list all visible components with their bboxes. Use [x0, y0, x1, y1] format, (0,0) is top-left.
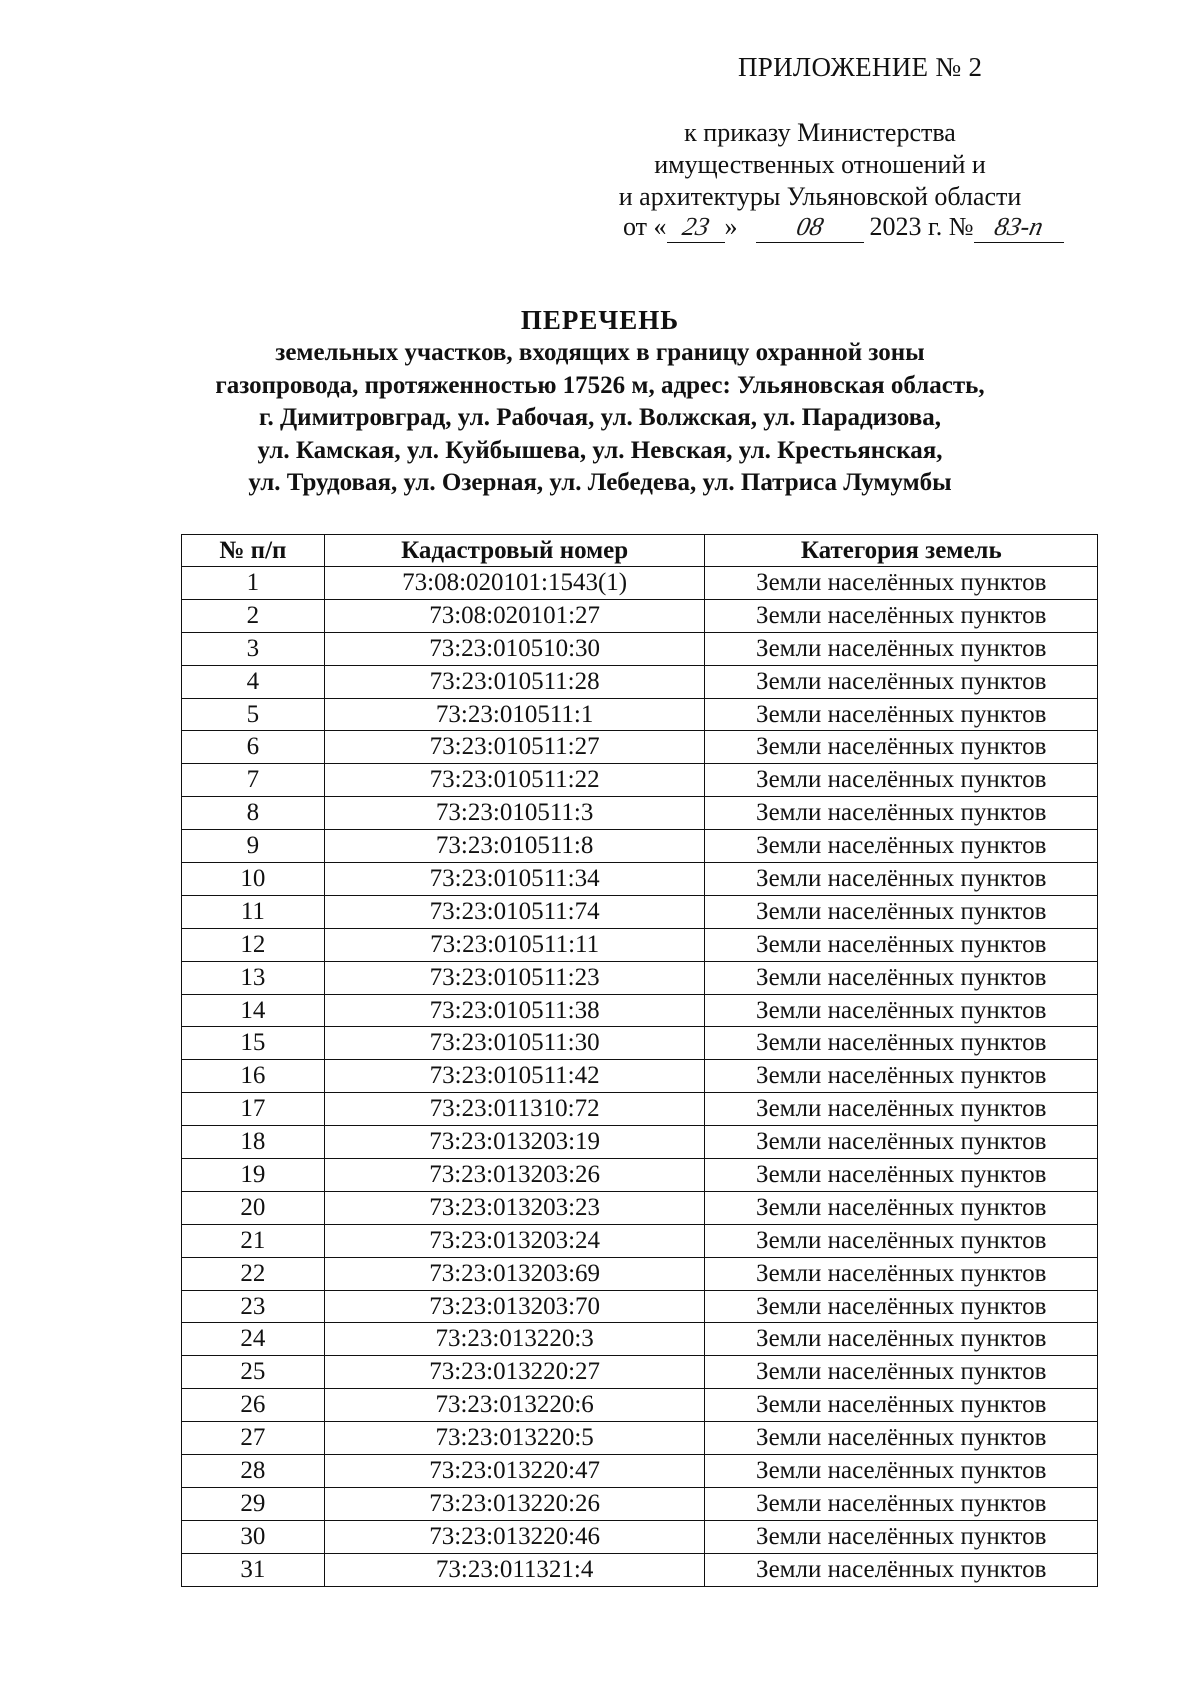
table-row: [182, 928, 1098, 961]
table-row: [182, 830, 1098, 863]
cell-number: 28: [182, 1455, 325, 1488]
cell-land-category: Земли населённых пунктов: [705, 1159, 1098, 1192]
cell-land-category: Земли населённых пунктов: [705, 1224, 1098, 1257]
parcels-table: [181, 534, 1098, 1587]
cell-land-category: Земли населённых пунктов: [705, 1356, 1098, 1389]
header-category: Категория земель: [705, 535, 1098, 567]
cell-land-category: Земли населённых пунктов: [705, 1455, 1098, 1488]
order-number-value: 83-п: [991, 212, 1046, 241]
cell-number: 3: [182, 632, 325, 665]
order-reference: [560, 117, 1080, 213]
cell-land-category: Земли населённых пунктов: [705, 994, 1098, 1027]
cell-land-category: Земли населённых пунктов: [705, 698, 1098, 731]
table-row: [182, 1224, 1098, 1257]
table-row: [182, 1191, 1098, 1224]
date-month-handwritten: [756, 212, 864, 243]
cell-cadastral-number: 73:23:011310:72: [324, 1093, 705, 1126]
table-row: [182, 1257, 1098, 1290]
cell-cadastral-number: 73:23:013220:46: [324, 1520, 705, 1553]
table-row: [182, 567, 1098, 600]
order-ref-line: имущественных отношений и: [654, 150, 986, 179]
table-row: [182, 731, 1098, 764]
cell-land-category: Земли населённых пунктов: [705, 764, 1098, 797]
header-number: № п/п: [182, 535, 325, 567]
table-header-row: [182, 535, 1098, 567]
cell-land-category: Земли населённых пунктов: [705, 863, 1098, 896]
cell-cadastral-number: 73:23:010511:11: [324, 928, 705, 961]
cell-number: 4: [182, 665, 325, 698]
table-row: [182, 1455, 1098, 1488]
cell-cadastral-number: 73:23:010511:28: [324, 665, 705, 698]
cell-number: 12: [182, 928, 325, 961]
cell-number: 7: [182, 764, 325, 797]
date-day-handwritten: [667, 212, 725, 243]
cell-number: 30: [182, 1520, 325, 1553]
cell-cadastral-number: 73:23:010511:3: [324, 797, 705, 830]
cell-land-category: Земли населённых пунктов: [705, 1290, 1098, 1323]
cell-cadastral-number: 73:08:020101:1543(1): [324, 567, 705, 600]
order-date-line: [623, 212, 1064, 243]
cell-cadastral-number: 73:23:013220:47: [324, 1455, 705, 1488]
document-heading: [0, 303, 1200, 500]
date-mid: »: [724, 212, 738, 241]
cell-cadastral-number: 73:23:010511:74: [324, 895, 705, 928]
table-row: [182, 698, 1098, 731]
table-row: [182, 1520, 1098, 1553]
cell-number: 11: [182, 895, 325, 928]
cell-cadastral-number: 73:23:011321:4: [324, 1553, 705, 1586]
cell-cadastral-number: 73:23:013220:26: [324, 1487, 705, 1520]
cell-land-category: Земли населённых пунктов: [705, 1191, 1098, 1224]
cell-land-category: Земли населённых пунктов: [705, 1027, 1098, 1060]
cell-land-category: Земли населённых пунктов: [705, 961, 1098, 994]
cell-number: 22: [182, 1257, 325, 1290]
cell-cadastral-number: 73:23:010510:30: [324, 632, 705, 665]
cell-land-category: Земли населённых пунктов: [705, 599, 1098, 632]
table-row: [182, 1389, 1098, 1422]
cell-cadastral-number: 73:23:013203:19: [324, 1126, 705, 1159]
table-row: [182, 1356, 1098, 1389]
day-value: 23: [679, 212, 712, 241]
cell-land-category: Земли населённых пунктов: [705, 1257, 1098, 1290]
cell-cadastral-number: 73:23:013203:23: [324, 1191, 705, 1224]
cell-number: 16: [182, 1060, 325, 1093]
cell-cadastral-number: 73:08:020101:27: [324, 599, 705, 632]
date-year: 2023 г. №: [869, 212, 974, 241]
cell-cadastral-number: 73:23:013220:3: [324, 1323, 705, 1356]
cell-cadastral-number: 73:23:013203:69: [324, 1257, 705, 1290]
cell-cadastral-number: 73:23:013220:27: [324, 1356, 705, 1389]
cell-land-category: Земли населённых пунктов: [705, 1323, 1098, 1356]
cell-cadastral-number: 73:23:013203:70: [324, 1290, 705, 1323]
cell-cadastral-number: 73:23:013220:6: [324, 1389, 705, 1422]
cell-cadastral-number: 73:23:010511:22: [324, 764, 705, 797]
cell-cadastral-number: 73:23:010511:27: [324, 731, 705, 764]
cell-cadastral-number: 73:23:013220:5: [324, 1422, 705, 1455]
cell-number: 10: [182, 863, 325, 896]
table-row: [182, 665, 1098, 698]
cell-number: 14: [182, 994, 325, 1027]
table-row: [182, 1290, 1098, 1323]
table-row: [182, 863, 1098, 896]
cell-number: 20: [182, 1191, 325, 1224]
cell-cadastral-number: 73:23:010511:30: [324, 1027, 705, 1060]
table-row: [182, 599, 1098, 632]
cell-number: 2: [182, 599, 325, 632]
cell-number: 27: [182, 1422, 325, 1455]
heading-title: ПЕРЕЧЕНЬ: [520, 305, 680, 335]
cell-number: 1: [182, 567, 325, 600]
table-row: [182, 1487, 1098, 1520]
appendix-title: ПРИЛОЖЕНИЕ № 2: [738, 52, 983, 82]
table-row: [182, 764, 1098, 797]
month-value: 08: [793, 212, 826, 241]
cell-cadastral-number: 73:23:010511:34: [324, 863, 705, 896]
cell-number: 9: [182, 830, 325, 863]
cell-land-category: Земли населённых пунктов: [705, 928, 1098, 961]
cell-land-category: Земли населённых пунктов: [705, 1126, 1098, 1159]
cell-number: 15: [182, 1027, 325, 1060]
cell-land-category: Земли населённых пунктов: [705, 632, 1098, 665]
table-row: [182, 632, 1098, 665]
cell-cadastral-number: 73:23:013203:26: [324, 1159, 705, 1192]
cell-cadastral-number: 73:23:010511:42: [324, 1060, 705, 1093]
cell-number: 25: [182, 1356, 325, 1389]
cell-land-category: Земли населённых пунктов: [705, 1389, 1098, 1422]
cell-land-category: Земли населённых пунктов: [705, 1487, 1098, 1520]
cell-number: 6: [182, 731, 325, 764]
table-row: [182, 1422, 1098, 1455]
heading-line: ул. Камская, ул. Куйбышева, ул. Невская, ул. Крестьянская,: [257, 436, 943, 464]
cell-land-category: Земли населённых пунктов: [705, 567, 1098, 600]
heading-line: газопровода, протяженностью 17526 м, адрес: Ульяновская область,: [215, 371, 985, 399]
cell-cadastral-number: 73:23:010511:1: [324, 698, 705, 731]
cell-number: 24: [182, 1323, 325, 1356]
cell-number: 8: [182, 797, 325, 830]
cell-land-category: Земли населённых пунктов: [705, 895, 1098, 928]
cell-number: 21: [182, 1224, 325, 1257]
cell-land-category: Земли населённых пунктов: [705, 665, 1098, 698]
heading-line: земельных участков, входящих в границу охранной зоны: [275, 339, 925, 366]
cell-cadastral-number: 73:23:010511:38: [324, 994, 705, 1027]
cell-land-category: Земли населённых пунктов: [705, 830, 1098, 863]
cell-land-category: Земли населённых пунктов: [705, 1422, 1098, 1455]
heading-line: ул. Трудовая, ул. Озерная, ул. Лебедева, ул. Патриса Лумумбы: [248, 469, 952, 496]
order-ref-line: к приказу Министерства: [684, 118, 956, 147]
date-prefix: от «: [623, 212, 667, 241]
cell-cadastral-number: 73:23:010511:8: [324, 830, 705, 863]
header-cadastral: Кадастровый номер: [324, 535, 705, 567]
cell-number: 19: [182, 1159, 325, 1192]
cell-number: 23: [182, 1290, 325, 1323]
cell-land-category: Земли населённых пунктов: [705, 1520, 1098, 1553]
cell-number: 29: [182, 1487, 325, 1520]
table-row: [182, 1323, 1098, 1356]
cell-cadastral-number: 73:23:013203:24: [324, 1224, 705, 1257]
table-row: [182, 1093, 1098, 1126]
order-number-handwritten: [974, 212, 1064, 243]
cell-land-category: Земли населённых пунктов: [705, 1093, 1098, 1126]
table-body: [182, 567, 1098, 1587]
cell-land-category: Земли населённых пунктов: [705, 731, 1098, 764]
cell-number: 5: [182, 698, 325, 731]
order-ref-line: и архитектуры Ульяновской области: [618, 182, 1022, 211]
table-row: [182, 1060, 1098, 1093]
cell-land-category: Земли населённых пунктов: [705, 1060, 1098, 1093]
cell-cadastral-number: 73:23:010511:23: [324, 961, 705, 994]
cell-number: 26: [182, 1389, 325, 1422]
table-row: [182, 895, 1098, 928]
cell-number: 18: [182, 1126, 325, 1159]
table-row: [182, 994, 1098, 1027]
table-row: [182, 1553, 1098, 1586]
cell-number: 13: [182, 961, 325, 994]
cell-number: 31: [182, 1553, 325, 1586]
cell-number: 17: [182, 1093, 325, 1126]
table-row: [182, 1027, 1098, 1060]
heading-line: г. Димитровград, ул. Рабочая, ул. Волжская, ул. Парадизова,: [258, 404, 942, 431]
table-row: [182, 1126, 1098, 1159]
table-row: [182, 961, 1098, 994]
table-row: [182, 797, 1098, 830]
table-row: [182, 1159, 1098, 1192]
cell-land-category: Земли населённых пунктов: [705, 1553, 1098, 1586]
cell-land-category: Земли населённых пунктов: [705, 797, 1098, 830]
